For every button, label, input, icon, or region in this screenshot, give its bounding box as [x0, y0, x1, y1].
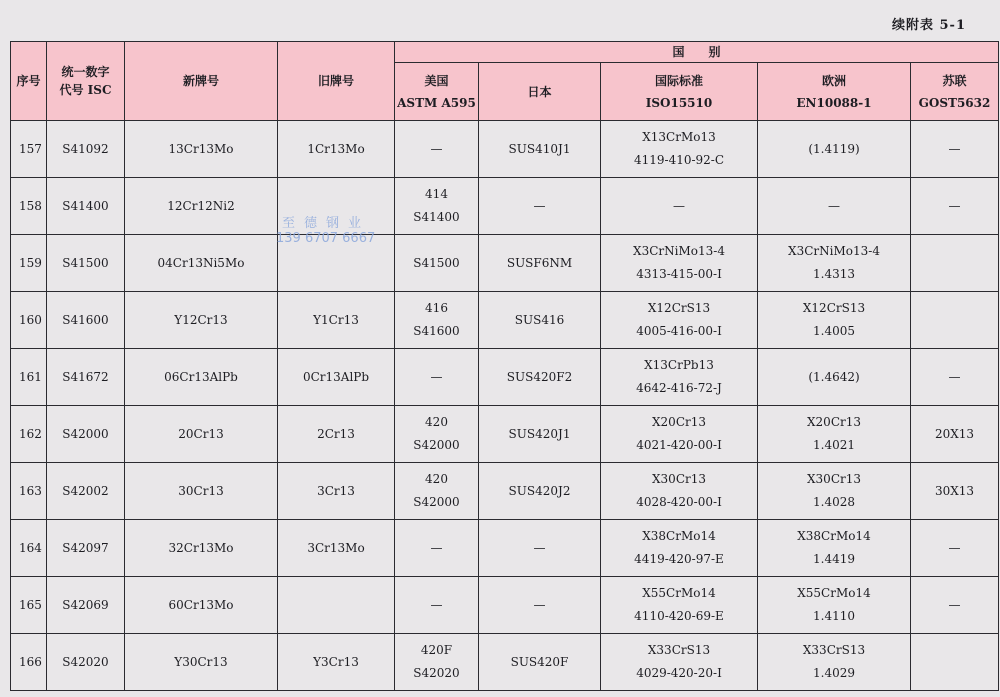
cell-japan: SUS410J1	[479, 121, 601, 178]
cell-old-grade: 2Cr13	[278, 406, 395, 463]
cell-seq: 166	[11, 634, 47, 691]
cell-usa	[395, 178, 479, 235]
cell-usa-line1: —	[430, 540, 443, 555]
cell-isc: S41672	[47, 349, 125, 406]
cell-eu	[758, 235, 911, 292]
cell-usa	[395, 463, 479, 520]
cell-eu	[758, 178, 911, 235]
cell-new-grade: 30Cr13	[125, 463, 278, 520]
cell-usa-line1: 416	[425, 301, 448, 315]
header-ussr-line2: GOST5632	[918, 95, 991, 110]
header-country-group: 国 别	[395, 42, 999, 63]
steel-grade-comparison-table	[10, 41, 999, 691]
watermark-phone: 139 6707 6667	[276, 231, 376, 246]
cell-eu-line1: X20Cr13	[807, 415, 861, 429]
cell-isc: S42002	[47, 463, 125, 520]
cell-japan: SUS420F2	[479, 349, 601, 406]
cell-iso-line1: X3CrNiMo13-4	[633, 244, 725, 258]
cell-usa-line1: —	[430, 369, 443, 384]
cell-japan: —	[479, 577, 601, 634]
cell-ussr	[911, 634, 999, 691]
cell-eu	[758, 577, 911, 634]
header-usa-line2: ASTM A595	[397, 95, 476, 110]
table-row	[11, 292, 999, 349]
cell-seq: 165	[11, 577, 47, 634]
cell-old-grade: 1Cr13Mo	[278, 121, 395, 178]
cell-japan: —	[479, 520, 601, 577]
cell-japan: SUS416	[479, 292, 601, 349]
cell-eu	[758, 292, 911, 349]
header-eu-line1: 欧洲	[821, 73, 846, 88]
cell-eu-line1: (1.4642)	[808, 369, 860, 384]
cell-new-grade: 20Cr13	[125, 406, 278, 463]
cell-eu-line2: 1.4005	[813, 324, 855, 338]
cell-usa	[395, 520, 479, 577]
cell-old-grade	[278, 577, 395, 634]
cell-new-grade: 60Cr13Mo	[125, 577, 278, 634]
header-iso-line1: 国际标准	[654, 73, 703, 88]
cell-usa-line1: 420	[425, 472, 448, 486]
cell-new-grade: 12Cr12Ni2	[125, 178, 278, 235]
cell-iso-line2: 4005-416-00-I	[636, 324, 722, 338]
cell-new-grade: 13Cr13Mo	[125, 121, 278, 178]
table-row	[11, 178, 999, 235]
cell-old-grade: Y3Cr13	[278, 634, 395, 691]
header-usa	[395, 63, 479, 121]
cell-usa-line1: —	[430, 597, 443, 612]
header-new-grade: 新牌号	[125, 42, 278, 121]
cell-eu-line2: 1.4029	[813, 666, 855, 680]
cell-iso-line1: —	[673, 198, 685, 213]
cell-iso	[601, 178, 758, 235]
cell-isc: S41092	[47, 121, 125, 178]
cell-iso	[601, 235, 758, 292]
cell-iso-line2: 4028-420-00-I	[636, 495, 722, 509]
cell-ussr: 30X13	[911, 463, 999, 520]
cell-old-grade: Y1Cr13	[278, 292, 395, 349]
cell-ussr	[911, 235, 999, 292]
cell-eu	[758, 520, 911, 577]
cell-isc: S42097	[47, 520, 125, 577]
cell-japan: SUS420J2	[479, 463, 601, 520]
table-row	[11, 121, 999, 178]
cell-seq: 161	[11, 349, 47, 406]
cell-isc: S42020	[47, 634, 125, 691]
cell-iso	[601, 406, 758, 463]
header-isc	[47, 42, 125, 121]
cell-eu-line1: (1.4119)	[808, 141, 860, 156]
cell-isc: S41500	[47, 235, 125, 292]
cell-eu	[758, 121, 911, 178]
cell-ussr	[911, 292, 999, 349]
cell-seq: 160	[11, 292, 47, 349]
cell-eu-line1: X12CrS13	[802, 301, 866, 315]
cell-iso-line1: X38CrMo14	[642, 529, 716, 543]
table-row	[11, 577, 999, 634]
cell-japan: SUS420J1	[479, 406, 601, 463]
cell-iso-line1: X20Cr13	[652, 415, 706, 429]
cell-eu	[758, 634, 911, 691]
cell-seq: 159	[11, 235, 47, 292]
cell-seq: 157	[11, 121, 47, 178]
table-row	[11, 520, 999, 577]
cell-seq: 164	[11, 520, 47, 577]
cell-eu	[758, 463, 911, 520]
header-ussr	[911, 63, 999, 121]
cell-eu-line1: X38CrMo14	[797, 529, 871, 543]
cell-iso-line1: X13CrMo13	[642, 130, 716, 144]
cell-seq: 158	[11, 178, 47, 235]
cell-eu-line2: 1.4419	[813, 552, 855, 566]
table-row	[11, 406, 999, 463]
header-iso-line2: ISO15510	[645, 95, 713, 110]
header-isc-line1: 统一数字	[61, 65, 110, 79]
cell-usa	[395, 121, 479, 178]
cell-iso	[601, 634, 758, 691]
cell-eu	[758, 349, 911, 406]
cell-eu-line2: 1.4028	[813, 495, 855, 509]
cell-iso	[601, 349, 758, 406]
cell-japan: —	[479, 178, 601, 235]
cell-iso-line2: 4642-416-72-J	[636, 381, 722, 395]
cell-eu-line1: X3CrNiMo13-4	[788, 244, 880, 258]
cell-iso-line1: X13CrPb13	[644, 358, 714, 372]
cell-usa-line2: S41400	[413, 210, 460, 224]
cell-ussr: —	[911, 577, 999, 634]
cell-usa-line2: S41600	[413, 324, 460, 338]
cell-seq: 162	[11, 406, 47, 463]
cell-usa-line1: 420F	[420, 643, 453, 657]
header-usa-line1: 美国	[424, 73, 449, 88]
cell-ussr: —	[911, 121, 999, 178]
cell-iso-line2: 4021-420-00-I	[636, 438, 722, 452]
cell-eu-line2: 1.4313	[813, 267, 855, 281]
cell-usa	[395, 235, 479, 292]
cell-japan: SUS420F	[479, 634, 601, 691]
cell-iso	[601, 292, 758, 349]
cell-usa	[395, 634, 479, 691]
cell-usa-line1: 414	[425, 187, 448, 201]
cell-usa-line2: S42000	[413, 495, 460, 509]
cell-new-grade: 32Cr13Mo	[125, 520, 278, 577]
table-row	[11, 235, 999, 292]
cell-usa	[395, 349, 479, 406]
cell-isc: S41600	[47, 292, 125, 349]
cell-iso	[601, 520, 758, 577]
cell-isc: S42069	[47, 577, 125, 634]
cell-old-grade: 3Cr13Mo	[278, 520, 395, 577]
watermark	[276, 216, 375, 246]
table-row	[11, 463, 999, 520]
cell-iso-line2: 4119-410-92-C	[633, 153, 725, 167]
cell-usa-line1: 420	[425, 415, 448, 429]
cell-usa-line1: —	[430, 141, 443, 156]
cell-ussr: —	[911, 178, 999, 235]
header-eu-line2: EN10088-1	[796, 95, 872, 110]
cell-usa	[395, 406, 479, 463]
cell-new-grade: 04Cr13Ni5Mo	[125, 235, 278, 292]
cell-seq: 163	[11, 463, 47, 520]
table-row	[11, 349, 999, 406]
cell-ussr: —	[911, 349, 999, 406]
header-ussr-line1: 苏联	[942, 73, 967, 88]
cell-new-grade: Y12Cr13	[125, 292, 278, 349]
header-eu	[758, 63, 911, 121]
cell-iso-line1: X12CrS13	[647, 301, 711, 315]
cell-iso-line1: X55CrMo14	[642, 586, 716, 600]
cell-iso-line2: 4029-420-20-I	[636, 666, 722, 680]
cell-old-grade: 3Cr13	[278, 463, 395, 520]
cell-iso-line2: 4313-415-00-I	[636, 267, 722, 281]
cell-eu-line1: X55CrMo14	[797, 586, 871, 600]
cell-usa	[395, 577, 479, 634]
header-seq: 序号	[11, 42, 47, 121]
table-row	[11, 634, 999, 691]
cell-iso-line1: X30Cr13	[652, 472, 706, 486]
cell-isc: S41400	[47, 178, 125, 235]
cell-new-grade: 06Cr13AlPb	[125, 349, 278, 406]
cell-ussr: 20X13	[911, 406, 999, 463]
cell-eu-line2: 1.4110	[813, 609, 855, 623]
cell-usa-line2: S42020	[413, 666, 460, 680]
cell-iso-line1: X33CrS13	[647, 643, 711, 657]
header-isc-line2: 代号 ISC	[59, 83, 112, 97]
cell-usa-line2: S42000	[413, 438, 460, 452]
cell-japan: SUSF6NM	[479, 235, 601, 292]
cell-new-grade: Y30Cr13	[125, 634, 278, 691]
cell-usa	[395, 292, 479, 349]
table-caption: 续附表 5-1	[891, 18, 966, 33]
cell-ussr: —	[911, 520, 999, 577]
cell-eu-line1: —	[828, 198, 840, 213]
cell-iso	[601, 577, 758, 634]
header-japan: 日本	[479, 63, 601, 121]
watermark-company: 至德钢业	[282, 216, 371, 231]
cell-iso-line2: 4110-420-69-E	[634, 609, 724, 623]
cell-eu-line1: X33CrS13	[802, 643, 866, 657]
cell-usa-line1: S41500	[413, 255, 460, 270]
cell-eu	[758, 406, 911, 463]
header-iso	[601, 63, 758, 121]
cell-eu-line1: X30Cr13	[807, 472, 861, 486]
cell-iso	[601, 121, 758, 178]
cell-isc: S42000	[47, 406, 125, 463]
cell-old-grade: 0Cr13AlPb	[278, 349, 395, 406]
cell-eu-line2: 1.4021	[813, 438, 855, 452]
cell-iso-line2: 4419-420-97-E	[634, 552, 724, 566]
cell-iso	[601, 463, 758, 520]
header-old-grade: 旧牌号	[278, 42, 395, 121]
